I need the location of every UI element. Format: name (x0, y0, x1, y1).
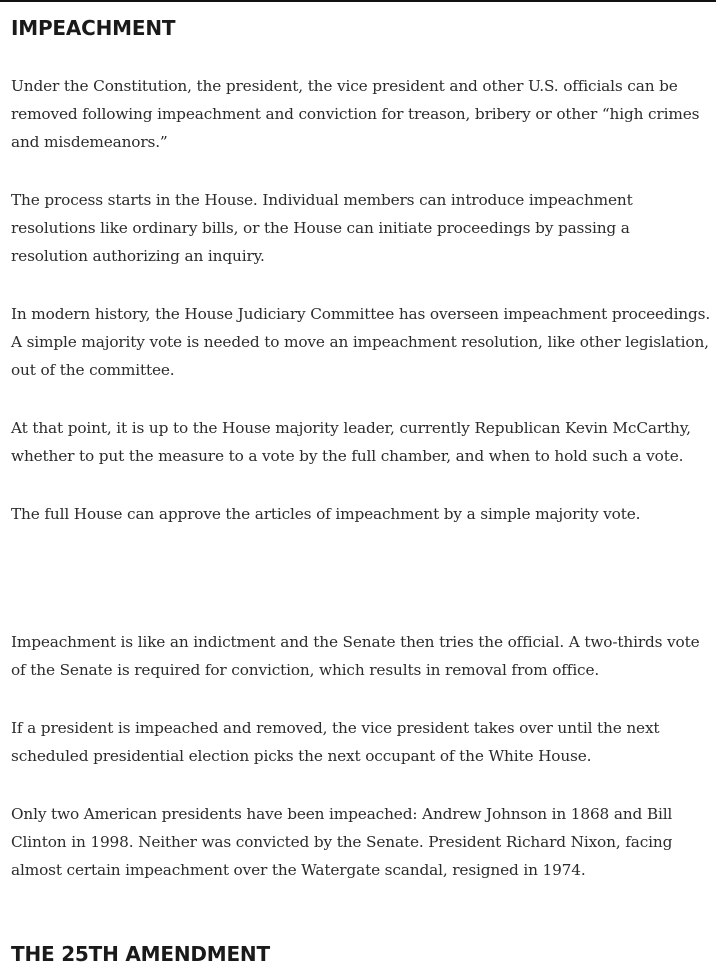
paragraph: Only two American presidents have been impeached: Andrew Johnson in 1868 and Bill Clinton in 1998. Neither was convicted by the Senate. President Richard Nixon, facing almost certain impeachment over the Watergate scandal, resigned in 1974. (11, 805, 673, 879)
paragraph: In modern history, the House Judiciary Committee has overseen impeachment proceedings. A simple majority vote is needed to move an impeachment resolution, like other legislation, out of the committee. (11, 305, 711, 379)
paragraph: Impeachment is like an indictment and the Senate then tries the official. A two-thirds vote of the Senate is required for conviction, which results in removal from office. (11, 633, 700, 679)
paragraph: The process starts in the House. Individual members can introduce impeachment resolutions like ordinary bills, or the House can initiate proceedings by passing a resolution authorizing an inquiry. (11, 191, 633, 265)
paragraph: The full House can approve the articles of impeachment by a simple majority vote. (11, 505, 641, 523)
section-heading-25th-amendment: THE 25TH AMENDMENT (11, 942, 270, 966)
paragraph: At that point, it is up to the House majority leader, currently Republican Kevin McCarthy, whether to put the measure to a vote by the full chamber, and when to hold such a vote. (11, 419, 691, 465)
paragraph: If a president is impeached and removed, the vice president takes over until the next scheduled presidential election picks the next occupant of the White House. (11, 719, 660, 765)
section-heading-impeachment: IMPEACHMENT (11, 16, 176, 40)
paragraph: Under the Constitution, the president, the vice president and other U.S. officials can be removed following impeachment and conviction for treason, bribery or other “high crimes and misdemeanors.” (11, 77, 700, 151)
